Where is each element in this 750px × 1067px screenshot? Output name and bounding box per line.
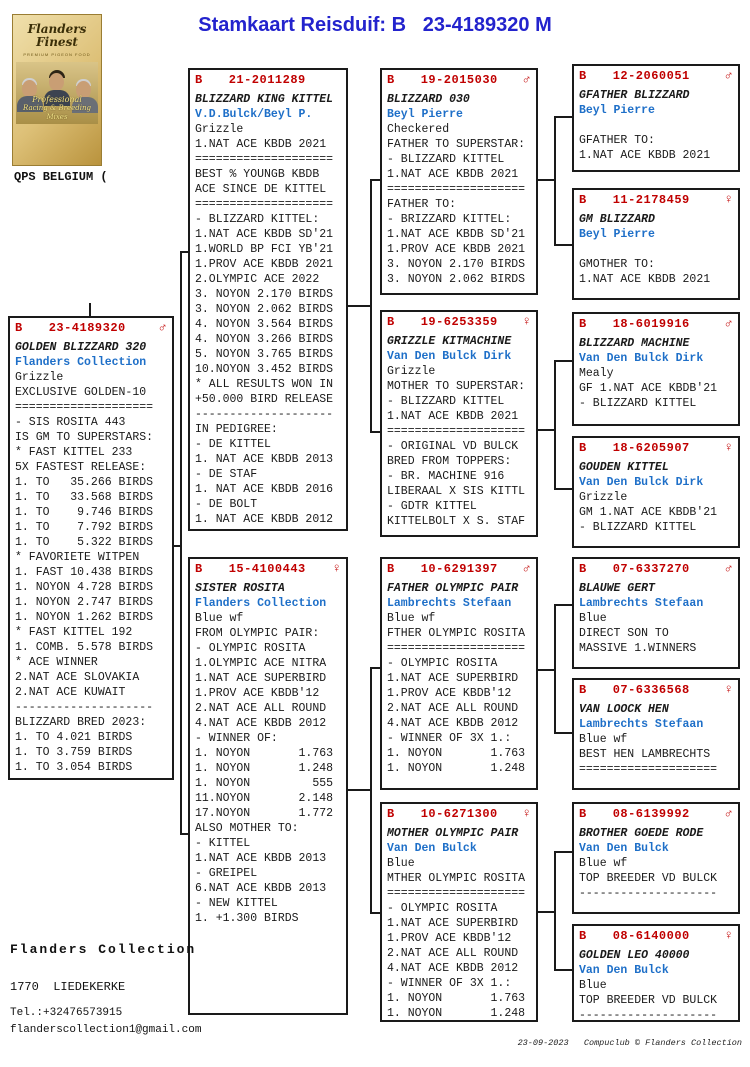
pedigree-line: 4. NOYON 3.266 BIRDS — [195, 333, 334, 346]
bird-name: BLIZZARD MACHINE — [579, 337, 690, 350]
pedigree-line: - DE KITTEL — [195, 438, 271, 451]
ring-header — [579, 317, 733, 332]
pedigree-line: - ORIGINAL VD BULCK — [387, 440, 519, 453]
pedigree-line: 1.PROV ACE KBDB'12 — [387, 687, 512, 700]
country-code: B — [15, 321, 23, 335]
pedigree-line: BLIZZARD BRED 2023: — [15, 716, 147, 729]
ring-header — [387, 562, 531, 577]
country-code: B — [387, 315, 395, 329]
pedigree-line: -------------------- — [15, 701, 154, 714]
pedigree-line: - BLIZZARD KITTEL — [387, 395, 505, 408]
bird-name: SISTER ROSITA — [195, 582, 285, 595]
pedigree-line: 5X FASTEST RELEASE: — [15, 461, 147, 474]
pedigree-line: * FAST KITTEL 192 — [15, 626, 133, 639]
pedigree-line: - WINNER OF: — [195, 732, 278, 745]
pedigree-line: 1.NAT ACE KBDB 2021 — [387, 410, 519, 423]
page-title: Stamkaart Reisduif: B 23-4189320 M — [198, 14, 552, 36]
pedigree-line: TOP BREEDER VD BULCK — [579, 872, 718, 885]
bird-name: GOLDEN BLIZZARD 320 — [15, 341, 147, 354]
pedigree-line: 1.PROV ACE KBDB 2021 — [387, 243, 526, 256]
female-icon: ♀ — [724, 192, 733, 207]
pedigree-line: 1. NOYON 555 — [195, 777, 334, 790]
pedigree-line: 1.NAT ACE KBDB 2021 — [387, 168, 519, 181]
pedigree-line: 1. NAT ACE KBDB 2012 — [195, 513, 334, 526]
logo-tagline-1: Professional — [32, 95, 82, 104]
owner-name: Van Den Bulck — [387, 842, 477, 855]
connector-line — [347, 305, 372, 307]
owner-name: Flanders Collection — [15, 356, 147, 369]
ring-header — [579, 929, 733, 944]
pedigree-line: Blue wf — [195, 612, 244, 625]
pedigree-line: 1. NAT ACE KBDB 2013 — [195, 453, 334, 466]
connector-line — [370, 179, 372, 433]
male-icon: ♂ — [522, 561, 531, 576]
pedigree-line: Blue wf — [579, 857, 628, 870]
owner-name: Van Den Bulck Dirk — [579, 352, 704, 365]
pedigree-line: ==================== — [387, 425, 526, 438]
pedigree-line: 4.NAT ACE KBDB 2012 — [387, 717, 519, 730]
logo-tagline-2: Racing & Breeding Mixes — [23, 104, 91, 121]
pedigree-line: 1. NAT ACE KBDB 2016 — [195, 483, 334, 496]
male-icon: ♂ — [724, 68, 733, 83]
pedigree-line: 1. COMB. 5.578 BIRDS — [15, 641, 154, 654]
pedigree-line: 4. NOYON 3.564 BIRDS — [195, 318, 334, 331]
pedigree-box-dam-dam — [380, 802, 538, 1022]
pedigree-box-dam — [188, 557, 348, 1015]
pedigree-line: 1. +1.300 BIRDS — [195, 912, 299, 925]
pedigree-line: - OLYMPIC ROSITA — [387, 902, 498, 915]
pedigree-box-sire-dam — [380, 310, 538, 537]
owner-name: Van Den Bulck Dirk — [579, 476, 704, 489]
pedigree-line: FTHER OLYMPIC ROSITA — [387, 627, 526, 640]
ring-header — [579, 441, 733, 456]
pedigree-line: BEST HEN LAMBRECHTS — [579, 748, 711, 761]
ring-header — [579, 193, 733, 208]
pedigree-line: - GREIPEL — [195, 867, 258, 880]
owner-name: Van Den Bulck Dirk — [387, 350, 512, 363]
pedigree-line: ==================== — [387, 887, 526, 900]
ring-number: 11-2178459 — [612, 193, 690, 207]
ring-number: 19-6253359 — [420, 315, 498, 329]
pedigree-line: 1. TO 3.054 BIRDS — [15, 761, 133, 774]
pedigree-box-sire-sire — [380, 68, 538, 295]
owner-name: Lambrechts Stefaan — [579, 597, 704, 610]
pedigree-line — [579, 242, 733, 257]
pedigree-box-gen3-1 — [572, 64, 740, 172]
pedigree-line: 1.NAT ACE SUPERBIRD — [195, 672, 327, 685]
ring-number: 08-6140000 — [612, 929, 690, 943]
pedigree-line: Grizzle — [195, 123, 244, 136]
pedigree-line: 1.NAT ACE KBDB SD'21 — [387, 228, 526, 241]
bird-name: FATHER OLYMPIC PAIR — [387, 582, 519, 595]
ring-number: 23-4189320 — [48, 321, 126, 335]
connector-line — [180, 251, 182, 835]
pedigree-line: - WINNER OF 3X 1.: — [387, 977, 512, 990]
male-icon: ♂ — [158, 320, 167, 335]
bird-name: BLAUWE GERT — [579, 582, 655, 595]
pedigree-line: 1. TO 3.759 BIRDS — [15, 746, 133, 759]
pedigree-line: 1.PROV ACE KBDB 2021 — [195, 258, 334, 271]
ring-header — [15, 321, 167, 336]
connector-line — [554, 851, 556, 971]
pedigree-line: KITTELBOLT X S. STAF — [387, 515, 526, 528]
pedigree-line: ==================== — [195, 153, 334, 166]
pedigree-line: - DE STAF — [195, 468, 258, 481]
pedigree-line: - BLIZZARD KITTEL: — [195, 213, 320, 226]
ring-number: 10-6291397 — [420, 562, 498, 576]
ring-number: 12-2060051 — [612, 69, 690, 83]
pedigree-line: -------------------- — [579, 887, 718, 900]
male-icon: ♂ — [724, 561, 733, 576]
ring-header — [195, 73, 341, 88]
pedigree-line: Mealy — [579, 367, 614, 380]
pedigree-line: 1.OLYMPIC ACE NITRA — [195, 657, 327, 670]
pedigree-line: 2.NAT ACE ALL ROUND — [387, 702, 519, 715]
pedigree-line: 1. TO 9.746 BIRDS — [15, 506, 154, 519]
connector-line — [370, 431, 382, 433]
pedigree-line: TOP BREEDER VD BULCK — [579, 994, 718, 1007]
pedigree-line: 1. NOYON 1.763 — [387, 992, 526, 1005]
footer-phone: Tel.:+32476573915 — [10, 1007, 123, 1019]
country-code: B — [579, 317, 587, 331]
pedigree-line: Blue wf — [387, 612, 436, 625]
pedigree-line: 1. TO 7.792 BIRDS — [15, 521, 154, 534]
pedigree-box-gen3-2 — [572, 188, 740, 300]
pedigree-line: 1.NAT ACE KBDB 2021 — [195, 138, 327, 151]
pedigree-line: +50.000 BIRD RELEASE — [195, 393, 334, 406]
pedigree-line: ==================== — [387, 183, 526, 196]
connector-line — [180, 833, 190, 835]
country-code: B — [387, 807, 395, 821]
pedigree-box-gen3-5 — [572, 557, 740, 669]
connector-line — [554, 360, 572, 362]
bird-name: BLIZZARD 030 — [387, 93, 470, 106]
pedigree-line: - BLIZZARD KITTEL — [387, 153, 505, 166]
ring-number: 21-2011289 — [228, 73, 306, 87]
footer-email: flanderscollection1@gmail.com — [10, 1024, 202, 1036]
pedigree-line: Grizzle — [15, 371, 64, 384]
pedigree-line: Checkered — [387, 123, 450, 136]
country-code: B — [387, 562, 395, 576]
country-code: B — [195, 562, 203, 576]
connector-line — [554, 604, 572, 606]
owner-name: Beyl Pierre — [579, 228, 655, 241]
flanders-finest-logo — [12, 14, 102, 166]
pedigree-line: 1. NOYON 2.747 BIRDS — [15, 596, 154, 609]
owner-name: Lambrechts Stefaan — [387, 597, 512, 610]
owner-name: V.D.Bulck/Beyl P. — [195, 108, 313, 121]
pedigree-line: FROM OLYMPIC PAIR: — [195, 627, 320, 640]
female-icon: ♀ — [522, 806, 531, 821]
pedigree-line: 1.NAT ACE KBDB SD'21 — [195, 228, 334, 241]
pedigree-line: IN PEDIGREE: — [195, 423, 278, 436]
pedigree-line: ==================== — [387, 642, 526, 655]
connector-line — [89, 303, 91, 316]
bird-name: BROTHER GOEDE RODE — [579, 827, 704, 840]
pedigree-line: Blue wf — [579, 733, 628, 746]
pedigree-line: GMOTHER TO: — [579, 258, 655, 271]
pedigree-line: 2.NAT ACE SLOVAKIA — [15, 671, 140, 684]
ring-number: 07-6336568 — [612, 683, 690, 697]
bird-name: GRIZZLE KITMACHINE — [387, 335, 512, 348]
connector-line — [370, 912, 382, 914]
pedigree-line: 1. TO 5.322 BIRDS — [15, 536, 154, 549]
connector-line — [554, 244, 572, 246]
pedigree-line: ==================== — [579, 763, 718, 776]
pedigree-line: 1.WORLD BP FCI YB'21 — [195, 243, 334, 256]
pedigree-box-sire — [188, 68, 348, 531]
male-icon: ♂ — [724, 806, 733, 821]
pedigree-line: * ACE WINNER — [15, 656, 98, 669]
pedigree-line: Blue — [387, 857, 415, 870]
pedigree-line: MTHER OLYMPIC ROSITA — [387, 872, 526, 885]
bird-name: VAN LOOCK HEN — [579, 703, 669, 716]
pedigree-line: 1. FAST 10.438 BIRDS — [15, 566, 154, 579]
footer-print-info: 23-09-2023 Compuclub © Flanders Collection — [517, 1038, 742, 1048]
pedigree-line: - NEW KITTEL — [195, 897, 278, 910]
country-code: B — [579, 69, 587, 83]
country-code: B — [579, 807, 587, 821]
pedigree-line: 1. NOYON 4.728 BIRDS — [15, 581, 154, 594]
pedigree-line: 2.NAT ACE KUWAIT — [15, 686, 126, 699]
pedigree-line: FATHER TO SUPERSTAR: — [387, 138, 526, 151]
pedigree-line: 1.NAT ACE KBDB 2021 — [579, 273, 711, 286]
connector-line — [554, 732, 572, 734]
footer-address: 1770 LIEDEKERKE — [10, 980, 126, 994]
ring-number: 10-6271300 — [420, 807, 498, 821]
pedigree-line: - OLYMPIC ROSITA — [387, 657, 498, 670]
ring-header — [195, 562, 341, 577]
pedigree-line: GFATHER TO: — [579, 134, 655, 147]
ring-header — [579, 807, 733, 822]
pedigree-line: 4.NAT ACE KBDB 2012 — [387, 962, 519, 975]
connector-line — [554, 116, 556, 246]
pedigree-line: * FAST KITTEL 233 — [15, 446, 133, 459]
pedigree-line: ALSO MOTHER TO: — [195, 822, 299, 835]
female-icon: ♀ — [724, 928, 733, 943]
pedigree-line: 2.NAT ACE ALL ROUND — [387, 947, 519, 960]
pedigree-line: ==================== — [195, 198, 334, 211]
pedigree-line: 1. TO 4.021 BIRDS — [15, 731, 133, 744]
bird-name: MOTHER OLYMPIC PAIR — [387, 827, 519, 840]
country-code: B — [579, 683, 587, 697]
connector-line — [370, 179, 382, 181]
country-code: B — [579, 441, 587, 455]
country-code: B — [579, 193, 587, 207]
owner-name: Van Den Bulck — [579, 964, 669, 977]
face-shape — [49, 73, 64, 91]
pedigree-line: 1.PROV ACE KBDB'12 — [195, 687, 320, 700]
pedigree-line: - WINNER OF 3X 1.: — [387, 732, 512, 745]
ring-header — [579, 683, 733, 698]
pedigree-line: DIRECT SON TO — [579, 627, 669, 640]
pedigree-box-gen3-4 — [572, 436, 740, 548]
ring-number: 18-6205907 — [612, 441, 690, 455]
pedigree-line: - SIS ROSITA 443 — [15, 416, 126, 429]
pedigree-line: 1. NOYON 1.262 BIRDS — [15, 611, 154, 624]
pedigree-line: 1. NOYON 1.763 — [195, 747, 334, 760]
pedigree-line: 5. NOYON 3.765 BIRDS — [195, 348, 334, 361]
pedigree-line: * ALL RESULTS WON IN — [195, 378, 334, 391]
pedigree-box-gen3-8 — [572, 924, 740, 1022]
connector-line — [370, 667, 372, 914]
female-icon: ♀ — [522, 314, 531, 329]
bird-name: GOLDEN LEO 40000 — [579, 949, 690, 962]
pedigree-line: - BR. MACHINE 916 — [387, 470, 505, 483]
connector-line — [554, 851, 572, 853]
pedigree-line: LIBERAAL X SIS KITTL — [387, 485, 526, 498]
pedigree-box-dam-sire — [380, 557, 538, 790]
pedigree-line: BEST % YOUNGB KBDB — [195, 168, 320, 181]
pedigree-line: - BRIZZARD KITTEL: — [387, 213, 512, 226]
pedigree-line: 6.NAT ACE KBDB 2013 — [195, 882, 327, 895]
pedigree-box-subject — [8, 316, 174, 780]
pedigree-line: 11.NOYON 2.148 — [195, 792, 334, 805]
logo-caption: QPS BELGIUM ( — [14, 170, 108, 184]
pedigree-line: 3. NOYON 2.062 BIRDS — [195, 303, 334, 316]
pedigree-box-gen3-3 — [572, 312, 740, 426]
connector-line — [554, 604, 556, 734]
ring-header — [387, 315, 531, 330]
owner-name: Flanders Collection — [195, 597, 327, 610]
pedigree-line: GF 1.NAT ACE KBDB'21 — [579, 382, 718, 395]
connector-line — [554, 488, 572, 490]
pedigree-line: - DE BOLT — [195, 498, 258, 511]
pedigree-line: Blue — [579, 612, 607, 625]
pedigree-line: 3. NOYON 2.170 BIRDS — [387, 258, 526, 271]
pedigree-line: - OLYMPIC ROSITA — [195, 642, 306, 655]
connector-line — [370, 667, 382, 669]
bird-name: BLIZZARD KING KITTEL — [195, 93, 334, 106]
footer-loft-name: Flanders Collection — [10, 942, 197, 957]
ring-header — [579, 562, 733, 577]
owner-name: Van Den Bulck — [579, 842, 669, 855]
ring-header — [387, 73, 531, 88]
logo-photo — [16, 62, 98, 124]
pedigree-line: Grizzle — [387, 365, 436, 378]
country-code: B — [195, 73, 203, 87]
pedigree-line — [579, 118, 733, 133]
pedigree-line: EXCLUSIVE GOLDEN-10 — [15, 386, 147, 399]
pedigree-line: 1. NOYON 1.248 — [195, 762, 334, 775]
pedigree-line: ==================== — [15, 401, 154, 414]
connector-line — [347, 789, 372, 791]
pedigree-line: - BLIZZARD KITTEL — [579, 397, 697, 410]
male-icon: ♂ — [724, 316, 733, 331]
pedigree-box-gen3-6 — [572, 678, 740, 790]
logo-subtitle-text: PREMIUM PIGEON FOOD — [23, 52, 91, 57]
pedigree-line: 1. TO 35.266 BIRDS — [15, 476, 154, 489]
connector-line — [554, 116, 572, 118]
pedigree-line: 4.NAT ACE KBDB 2012 — [195, 717, 327, 730]
country-code: B — [387, 73, 395, 87]
pedigree-line: Grizzle — [579, 491, 628, 504]
pedigree-line: - KITTEL — [195, 837, 251, 850]
bird-name: GM BLIZZARD — [579, 213, 655, 226]
owner-name: Beyl Pierre — [579, 104, 655, 117]
pedigree-line: 1. NOYON 1.248 — [387, 1007, 526, 1020]
pedigree-line: - GDTR KITTEL — [387, 500, 477, 513]
bird-name: GOUDEN KITTEL — [579, 461, 669, 474]
pedigree-line: MASSIVE 1.WINNERS — [579, 642, 697, 655]
pedigree-line: 1.NAT ACE KBDB 2021 — [579, 149, 711, 162]
bird-name: GFATHER BLIZZARD — [579, 89, 690, 102]
ring-number: 18-6019916 — [612, 317, 690, 331]
pedigree-line: 1.PROV ACE KBDB'12 — [387, 932, 512, 945]
pedigree-line: FATHER TO: — [387, 198, 457, 211]
ring-number: 08-6139992 — [612, 807, 690, 821]
pedigree-line: 1. TO 33.568 BIRDS — [15, 491, 154, 504]
pedigree-line: 1. NOYON 1.763 — [387, 747, 526, 760]
pedigree-line: ACE SINCE DE KITTEL — [195, 183, 327, 196]
pedigree-line: 1.NAT ACE KBDB 2013 — [195, 852, 327, 865]
pedigree-box-gen3-7 — [572, 802, 740, 914]
pedigree-line: 1.NAT ACE SUPERBIRD — [387, 917, 519, 930]
owner-name: Lambrechts Stefaan — [579, 718, 704, 731]
pedigree-line: BRED FROM TOPPERS: — [387, 455, 512, 468]
pedigree-line: MOTHER TO SUPERSTAR: — [387, 380, 526, 393]
pedigree-line: - BLIZZARD KITTEL — [579, 521, 697, 534]
pedigree-line: * FAVORIETE WITPEN — [15, 551, 140, 564]
pedigree-line: 2.NAT ACE ALL ROUND — [195, 702, 327, 715]
ring-number: 15-4100443 — [228, 562, 306, 576]
pedigree-line: 17.NOYON 1.772 — [195, 807, 334, 820]
female-icon: ♀ — [332, 561, 341, 576]
female-icon: ♀ — [724, 682, 733, 697]
connector-line — [554, 969, 572, 971]
pedigree-line: -------------------- — [579, 1009, 718, 1022]
logo-tagline — [16, 95, 98, 122]
pedigree-line: GM 1.NAT ACE KBDB'21 — [579, 506, 718, 519]
connector-line — [554, 360, 556, 490]
pedigree-line: 2.OLYMPIC ACE 2022 — [195, 273, 320, 286]
logo-brand-text: Flanders Finest — [27, 22, 87, 49]
country-code: B — [579, 929, 587, 943]
male-icon: ♂ — [522, 72, 531, 87]
female-icon: ♀ — [724, 440, 733, 455]
pedigree-line: 1.NAT ACE SUPERBIRD — [387, 672, 519, 685]
pedigree-line: 3. NOYON 2.170 BIRDS — [195, 288, 334, 301]
ring-header — [387, 807, 531, 822]
pedigree-line: 10.NOYON 3.452 BIRDS — [195, 363, 334, 376]
pedigree-line: Blue — [579, 979, 607, 992]
country-code: B — [579, 562, 587, 576]
pedigree-line: 3. NOYON 2.062 BIRDS — [387, 273, 526, 286]
ring-header — [579, 69, 733, 84]
connector-line — [180, 251, 190, 253]
pedigree-line: IS GM TO SUPERSTARS: — [15, 431, 154, 444]
owner-name: Beyl Pierre — [387, 108, 463, 121]
pedigree-line: -------------------- — [195, 408, 334, 421]
pedigree-line: 1. NOYON 1.248 — [387, 762, 526, 775]
ring-number: 19-2015030 — [420, 73, 498, 87]
ring-number: 07-6337270 — [612, 562, 690, 576]
